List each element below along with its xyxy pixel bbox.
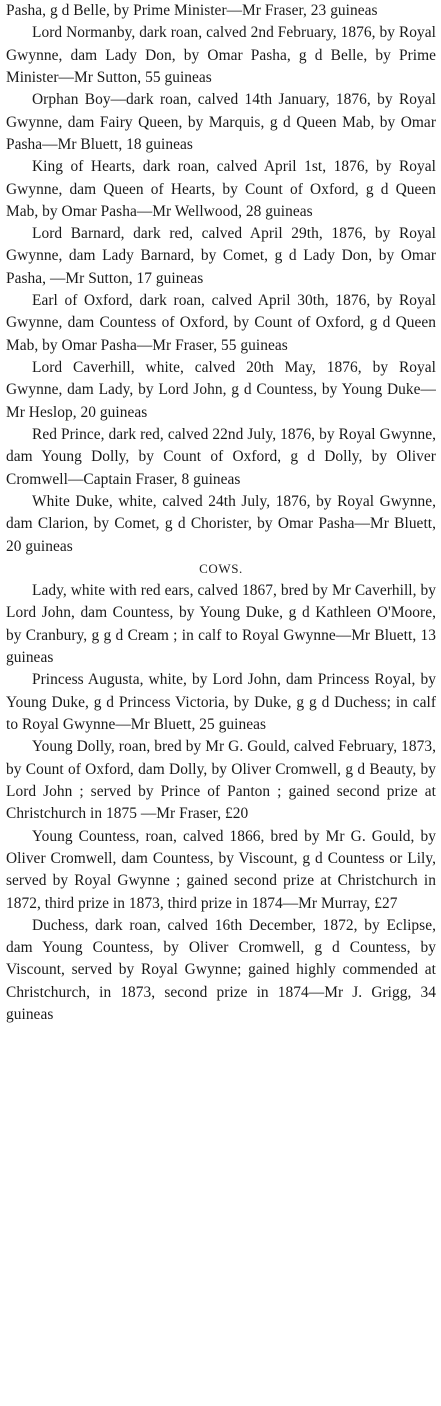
bull-entry-earl-of-oxford: Earl of Oxford, dark roan, calved April 30th, 1876, by Royal Gwynne, dam Countess of Oxford, by Count of Oxford, g d Queen Mab, by Omar Pasha—Mr Fraser, 55 guineas xyxy=(6,292,436,354)
bull-entry-red-prince: Red Prince, dark red, calved 22nd July, 1876, by Royal Gwynne, dam Young Dolly, by Count of Oxford, g d Dolly, by Oliver Cromwell—Captain Fraser, 8 guineas xyxy=(6,425,436,488)
bull-entry-lord-caverhill: Lord Caverhill, white, calved 20th May, 1876, by Royal Gwynne, dam Lady, by Lord John, g d Countess, by Young Duke—Mr Heslop, 20 guineas xyxy=(6,359,436,421)
bull-entry-white-duke: White Duke, white, calved 24th July, 1876, by Royal Gwynne, dam Clarion, by Comet, g d Chorister, by Omar Pasha—Mr Bluett, 20 guineas xyxy=(6,492,436,555)
bull-entry-continued: Pasha, g d Belle, by Prime Minister—Mr Fraser, 23 guineas xyxy=(6,2,378,19)
bull-entry-orphan-boy: Orphan Boy—dark roan, calved 14th January, 1876, by Royal Gwynne, dam Fairy Queen, by Marquis, g d Queen Mab, by Omar Pasha—Mr Bluett, 18 guineas xyxy=(6,91,436,153)
cows-section-heading: COWS. xyxy=(199,560,243,576)
cow-entry-lady: Lady, white with red ears, calved 1867, bred by Mr Caverhill, by Lord John, dam Countess, by Young Duke, g d Kathleen O'Moore, by Cranbury, g g d Cream ; in calf to Royal Gwynne—Mr Bluett, 13 guineas xyxy=(6,582,436,667)
cow-entry-young-dolly: Young Dolly, roan, bred by Mr G. Gould, calved February, 1873, by Count of Oxford, dam Dolly, by Oliver Cromwell, g d Beauty, by Lord John ; served by Prince of Panton ; gained second prize at Christchurch in 1875 —Mr Fraser, £20 xyxy=(6,738,436,823)
bull-entry-lord-barnard: Lord Barnard, dark red, calved April 29th, 1876, by Royal Gwynne, dam Lady Barnard, by Comet, g d Lady Don, by Omar Pasha, —Mr Sutton, 17 guineas xyxy=(6,225,436,287)
newspaper-column xyxy=(6,0,436,1026)
cow-entry-duchess: Duchess, dark roan, calved 16th December, 1872, by Eclipse, dam Young Countess, by Oliver Cromwell, g d Countess, by Viscount, served by Royal Gwynne; gained highly commended at Christchurch, in 1873, second prize in 1874—Mr J. Grigg, 34 guineas xyxy=(6,916,436,1024)
cow-entry-young-countess: Young Countess, roan, calved 1866, bred by Mr G. Gould, by Oliver Cromwell, dam Countess, by Viscount, g d Countess or Lily, served by Royal Gwynne ; gained second prize at Christchurch in 1872, third prize in 1873, third prize in 1874—Mr Murray, £27 xyxy=(6,827,436,912)
bull-entry-king-of-hearts: King of Hearts, dark roan, calved April 1st, 1876, by Royal Gwynne, dam Queen of Hearts, by Count of Oxford, g d Queen Mab, by Omar Pasha—Mr Wellwood, 28 guineas xyxy=(6,158,436,220)
cow-entry-princess-augusta: Princess Augusta, white, by Lord John, dam Princess Royal, by Young Duke, g d Princess Victoria, by Duke, g g d Duchess; in calf to Royal Gwynne—Mr Bluett, 25 guineas xyxy=(6,671,436,733)
bull-entry-lord-normanby: Lord Normanby, dark roan, calved 2nd February, 1876, by Royal Gwynne, dam Lady Don, by Omar Pasha, g d Belle, by Prime Minister—Mr Sutton, 55 guineas xyxy=(6,24,436,86)
